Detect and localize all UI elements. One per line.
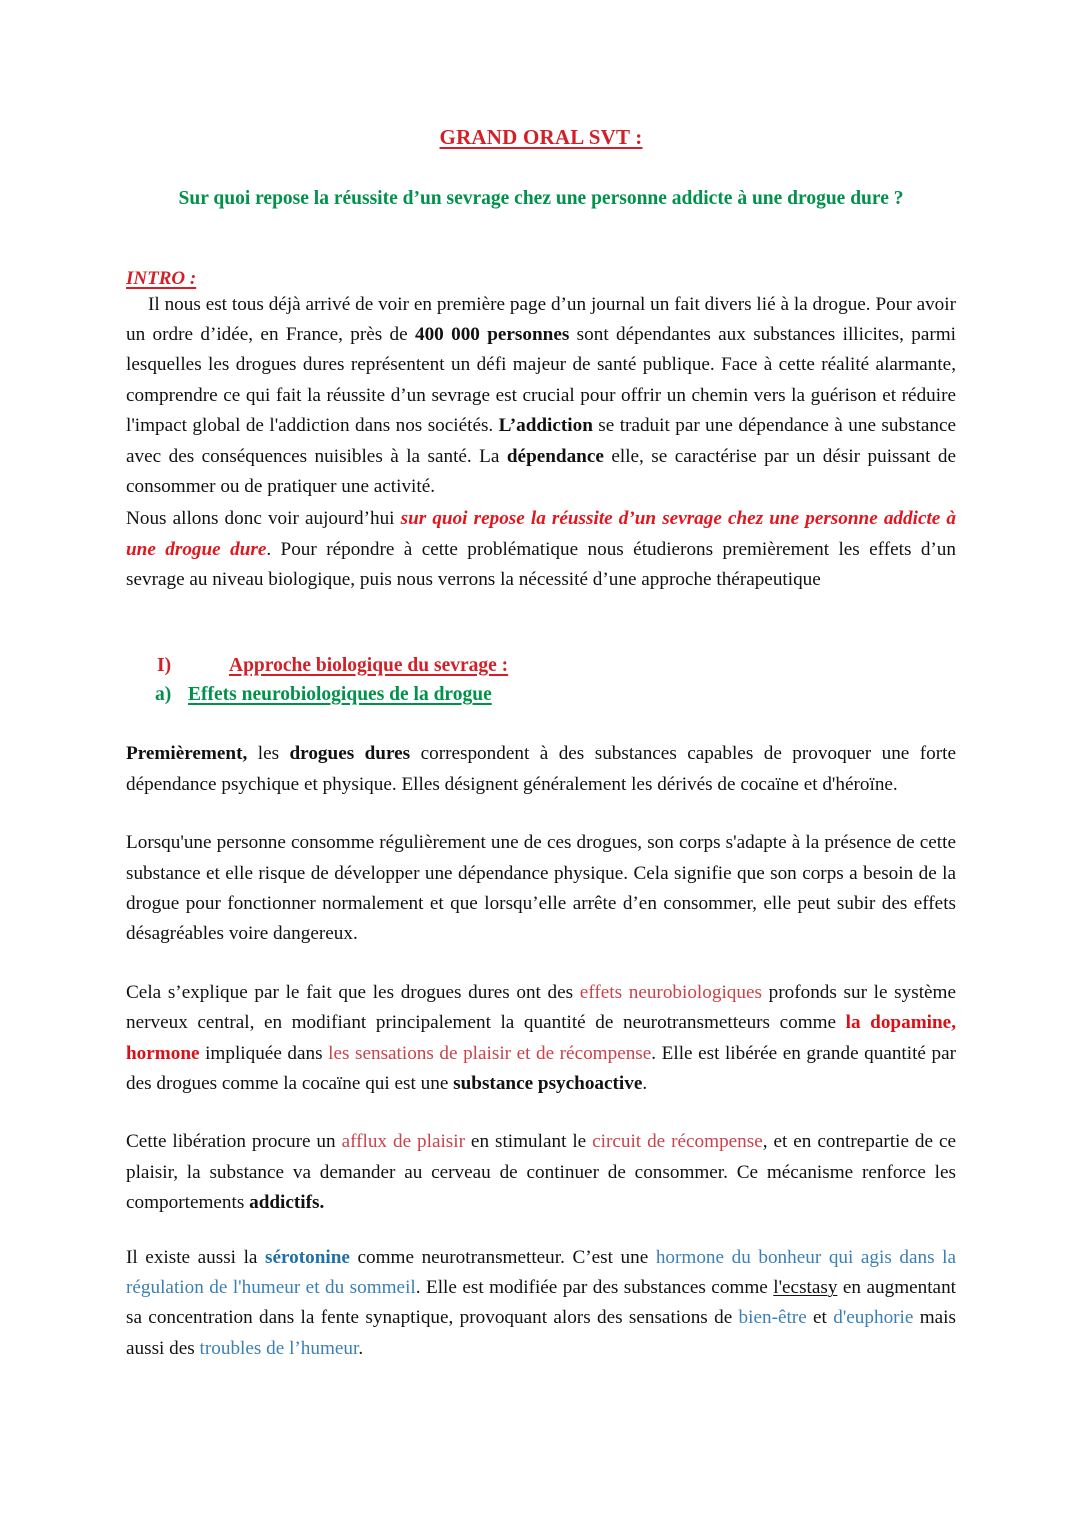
intro-p1-s7: elle, se caractérise par un désir puissant de consommer ou de pratiquer une activité. [126, 445, 956, 498]
term-effets-neurobiologiques: effets neurobiologiques [579, 981, 762, 1003]
intro-heading: INTRO : [126, 267, 197, 289]
term-substance-psychoactive: substance psychoactive [453, 1072, 643, 1094]
problem-statement-inline: sur quoi repose la réussite d’un sevrage chez une personne addicte à une drogue dure [126, 508, 957, 560]
subsection-heading-a [126, 679, 956, 708]
section-one-title: Approche biologique du sevrage : [229, 654, 509, 676]
s1-p2-text: Lorsqu'une personne consomme régulièrement une de ces drogues, son corps s'adapte à la présence de cette substance et elle risque de développer une dépendance physique. Cela signifie que son corps a besoin de la drogue pour fonctionner normalement et que lorsqu’elle arrête d’en consommer, elle peut subir des effets désagréables voire dangereux. [126, 832, 956, 945]
section-one-paragraph-1 [126, 708, 956, 800]
s1-p5-s13: . [358, 1337, 364, 1359]
section-one-paragraph-3 [126, 950, 956, 1100]
s1-p3-s9: . [642, 1072, 648, 1094]
s1-p3-s3: profonds sur le système nerveux central, en modifiant principalement la quantité de neurotransmetteurs comme [126, 981, 956, 1034]
s1-p5-s1: Il existe aussi la [126, 1246, 266, 1268]
s1-p3-s1: Cela s’explique par le fait que les drogues dures ont des [126, 981, 580, 1003]
page-title [126, 0, 956, 150]
document-content [126, 0, 956, 1364]
section-one-number: I) [157, 654, 172, 676]
intro-p1-s1: Il nous est tous déjà arrivé de voir en première page d’un journal un fait divers lié à la drogue. Pour avoir un ordre d’idée, en France, près de [126, 293, 956, 345]
premierement-lead: Premièrement, [126, 743, 248, 765]
s1-p3-s7: . Elle est libérée en grande quantité par des drogues comme la cocaïne qui est une [126, 1042, 956, 1094]
term-dependance: dépendance [506, 445, 604, 467]
subsection-a-title: Effets neurobiologiques de la drogue [188, 683, 492, 705]
term-bien-etre: bien-être [738, 1307, 807, 1329]
intro-paragraph-1 [126, 290, 956, 503]
s1-p3-s5: impliquée dans [199, 1042, 329, 1064]
intro-p2-s1: Nous allons donc voir aujourd’hui [126, 508, 401, 530]
intro-p2-s3: . Pour répondre à cette problématique nous étudierons premièrement les effets d’un sevrage au niveau biologique, puis nous verrons la nécessité d’une approche thérapeutique [126, 538, 956, 591]
term-ecstasy: l'ecstasy [773, 1276, 838, 1298]
term-afflux-plaisir: afflux de plaisir [341, 1131, 465, 1153]
term-addiction: L’addiction [498, 415, 593, 437]
s1-p5-s9: et [806, 1307, 834, 1329]
intro-paragraph-2 [126, 502, 956, 595]
term-drogues-dures: drogues dures [289, 743, 411, 765]
term-dopamine: la dopamine, hormone [126, 1012, 956, 1064]
term-circuit-recompense: circuit de récompense [592, 1131, 763, 1153]
term-sensations-plaisir: les sensations de plaisir et de récompense [328, 1042, 652, 1064]
section-one-paragraph-5 [126, 1219, 956, 1365]
term-addictifs: addictifs. [249, 1192, 325, 1214]
term-euphorie: d'euphorie [833, 1307, 914, 1329]
section-one-paragraph-4 [126, 1099, 956, 1218]
intro-heading-wrapper [126, 212, 956, 290]
s1-p4-s5: , et en contrepartie de ce plaisir, la substance va demander au cerveau de continuer de consommer. Ce mécanisme renforce les comportements [126, 1131, 956, 1214]
s1-p4-s3: en stimulant le [464, 1131, 593, 1153]
intro-p1-s5: se traduit par une dépendance à une substance avec des conséquences nuisibles à la santé. La [126, 415, 956, 467]
s1-p5-s7: en augmentant sa concentration dans la fente synaptique, provoquant alors des sensations de [126, 1276, 956, 1329]
term-troubles-humeur: troubles de l’humeur [199, 1337, 359, 1359]
intro-p1-figure: 400 000 personnes [414, 324, 570, 345]
subsection-a-number: a) [155, 683, 172, 705]
s1-p4-s1: Cette libération procure un [126, 1131, 342, 1153]
s1-p1-s2: les [247, 743, 290, 765]
problem-statement: Sur quoi repose la réussite d’un sevrage chez une personne addicte à une drogue dure ? [178, 188, 904, 210]
s1-p5-s5: . Elle est modifiée par des substances comme [415, 1276, 774, 1298]
term-serotonine: sérotonine [265, 1246, 350, 1268]
s1-p5-s11: mais aussi des [126, 1307, 956, 1359]
section-heading-one [126, 596, 956, 679]
intro-p1-s3: sont dépendantes aux substances illicites, parmi lesquelles les drogues dures représentent un défi majeur de santé publique. Face à cette réalité alarmante, comprendre ce qui fait la réussite d’un sevrage est crucial pour offrir un chemin vers la guérison et réduire l'impact global de l'addiction dans nos sociétés. [126, 324, 956, 437]
page-title-text: GRAND ORAL SVT : [439, 125, 643, 149]
s1-p5-s3: comme neurotransmetteur. C’est une [349, 1246, 656, 1268]
s1-p1-s4: correspondent à des substances capables de provoquer une forte dépendance psychique et physique. Elles désignent généralement les dérivés de cocaïne et d'héroïne. [126, 743, 956, 795]
section-one-paragraph-2 [126, 800, 956, 950]
term-hormone-bonheur: hormone du bonheur qui agis dans la régulation de l'humeur et du sommeil [126, 1246, 956, 1298]
